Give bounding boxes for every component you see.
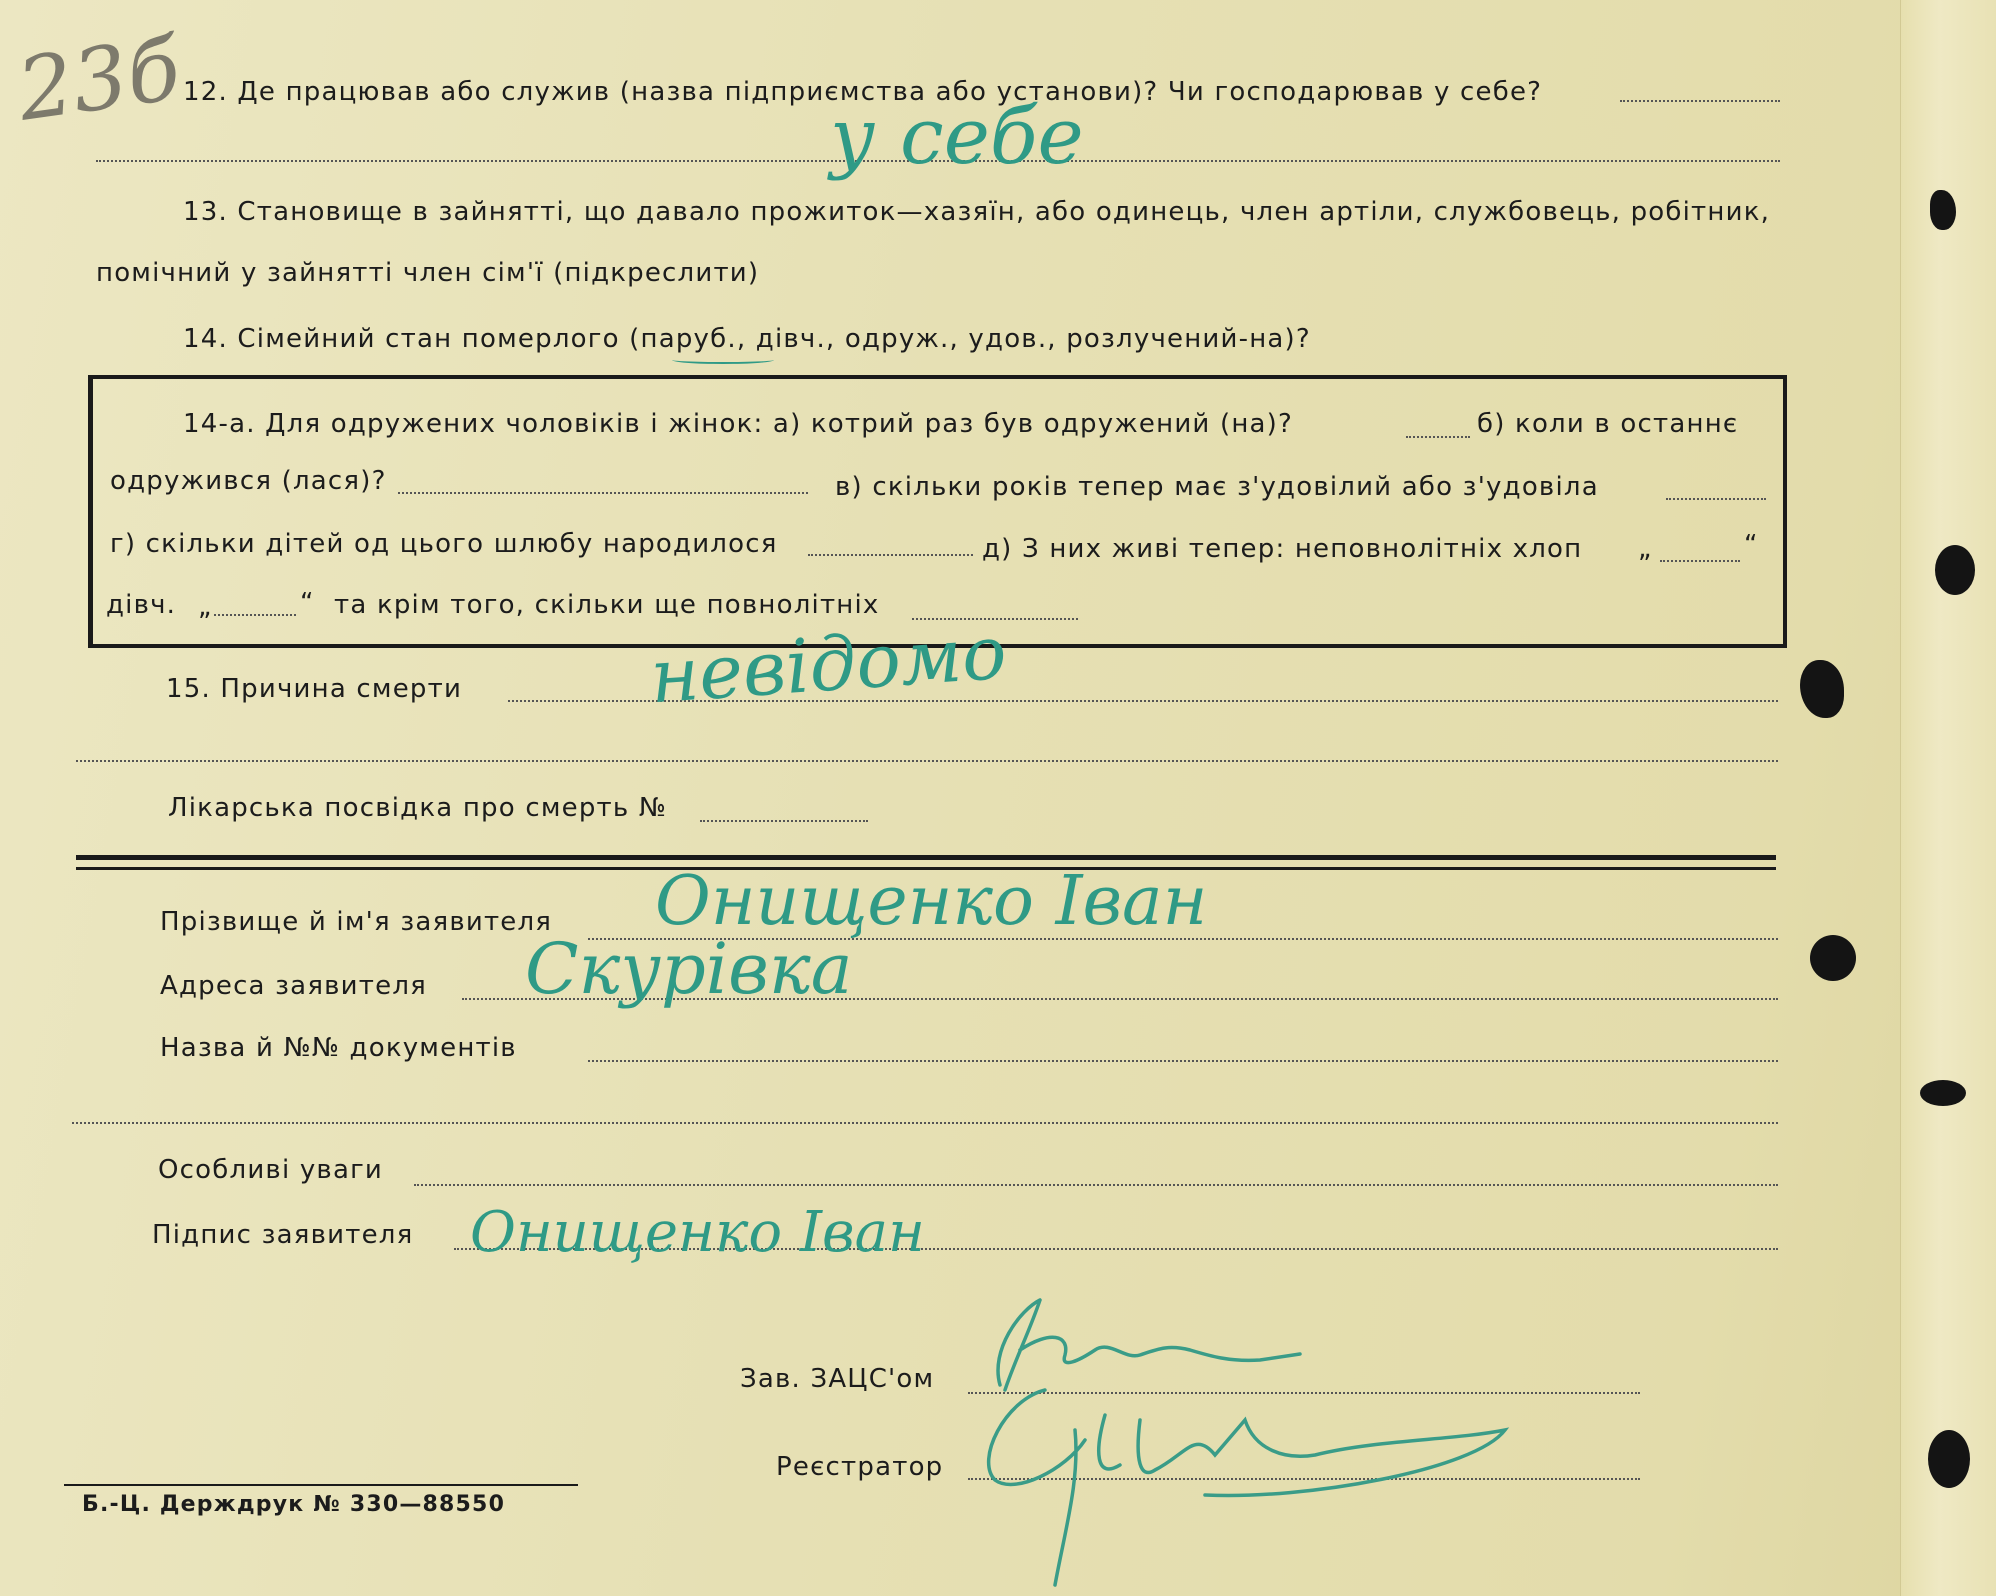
punch-hole	[1800, 660, 1844, 718]
line	[72, 1122, 1778, 1124]
quote-open-2: „	[198, 592, 213, 622]
divider	[76, 855, 1776, 860]
punch-hole	[1920, 1080, 1966, 1106]
line	[398, 492, 808, 494]
quote-close-2: “	[300, 588, 315, 618]
punch-hole	[1935, 545, 1975, 595]
punch-hole	[1930, 190, 1956, 230]
q14a-line2: одружився (лася)?	[110, 466, 387, 496]
question-14: 14. Сімейний стан померлого (паруб., дівч., одруж., удов., розлучений-на)?	[183, 324, 1311, 354]
page-edge	[1900, 0, 1996, 1596]
question-15: 15. Причина смерти	[166, 674, 463, 704]
underline-parub	[672, 356, 774, 364]
q14a-line4: дівч.	[106, 590, 177, 620]
line	[808, 554, 973, 556]
question-13: 13. Становище в зайнятті, що давало прожиток—хазяїн, або одинець, член артіли, службовець, робітник,	[183, 197, 1771, 227]
applicant-signature: Онищенко Іван	[470, 1200, 925, 1265]
printer-imprint: Б.-Ц. Держдрук № 330—88550	[82, 1492, 506, 1517]
question-12: 12. Де працював або служив (назва підприємства або установи)? Чи господарював у себе?	[183, 77, 1543, 107]
question-13-cont: помічний у зайнятті член сім'ї (підкреслити)	[96, 258, 760, 288]
q12-answer: у себе	[830, 92, 1084, 182]
line	[214, 614, 296, 616]
punch-hole	[1928, 1430, 1970, 1488]
line	[1406, 436, 1470, 438]
archive-number: 23б	[11, 19, 187, 141]
line	[1660, 560, 1740, 562]
line	[76, 760, 1778, 762]
line	[588, 1060, 1778, 1062]
medical-certificate: Лікарська посвідка про смерть №	[168, 793, 668, 823]
notes-label: Особливі уваги	[158, 1155, 384, 1185]
q14a-line2b: в) скільки років тепер має з'удовілий або з'удовіла	[835, 472, 1599, 502]
q14a-line4b: та крім того, скільки ще повнолітніх	[334, 590, 880, 620]
punch-hole	[1810, 935, 1856, 981]
footer-rule	[64, 1484, 578, 1486]
applicant-address: Скурівка	[525, 928, 853, 1010]
quote-open: „	[1638, 534, 1653, 564]
q14a-line3b: д) З них живі тепер: неповнолітніх хлоп	[982, 534, 1583, 564]
registrar-label: Реєстратор	[776, 1452, 944, 1482]
applicant-address-label: Адреса заявителя	[160, 971, 427, 1001]
q14a-line1b: б) коли в останнє	[1477, 409, 1739, 439]
line	[700, 820, 868, 822]
head-label: Зав. ЗАЦС'ом	[740, 1364, 935, 1394]
applicant-name: Онищенко Іван	[655, 862, 1208, 941]
applicant-name-label: Прізвище й ім'я заявителя	[160, 907, 553, 937]
documents-label: Назва й №№ документів	[160, 1033, 517, 1063]
line	[414, 1184, 1778, 1186]
quote-close: “	[1744, 530, 1759, 560]
line	[1666, 498, 1766, 500]
q14a-line1: 14-а. Для одружених чоловіків і жінок: а) котрий раз був одружений (на)?	[183, 409, 1293, 439]
registrar-signature	[955, 1360, 1515, 1590]
signature-label: Підпис заявителя	[152, 1220, 414, 1250]
q14a-line3: г) скільки дітей од цього шлюбу народилося	[110, 529, 778, 559]
cause-of-death: невідомо	[647, 609, 1010, 721]
line	[1620, 100, 1780, 102]
